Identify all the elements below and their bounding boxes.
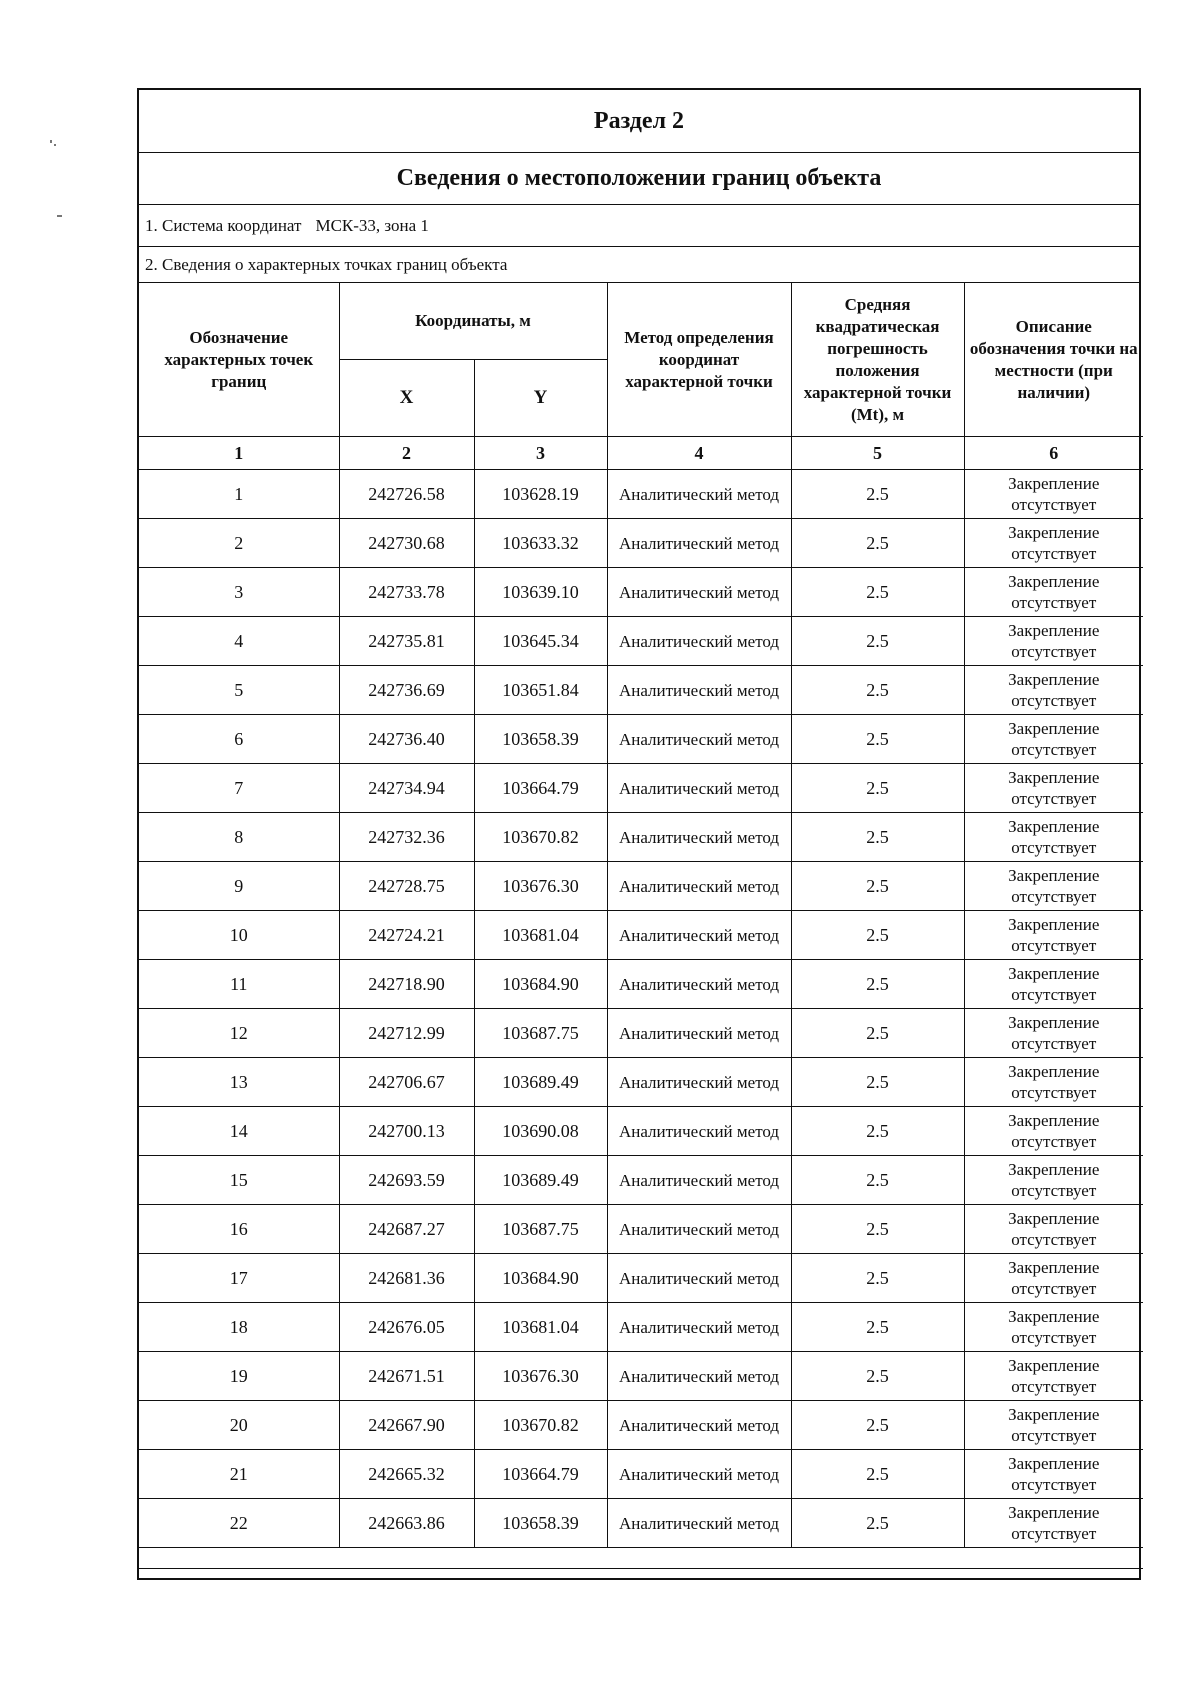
column-number: 5 bbox=[791, 437, 964, 470]
x-coordinate-cell: 242718.90 bbox=[339, 960, 474, 1009]
x-coordinate-cell: 242676.05 bbox=[339, 1303, 474, 1352]
x-coordinate-cell: 242736.69 bbox=[339, 666, 474, 715]
description-cell: Закрепление отсутствует bbox=[964, 1205, 1143, 1254]
point-number-cell: 14 bbox=[139, 1107, 339, 1156]
table-row bbox=[139, 764, 1143, 813]
x-coordinate-cell: 242732.36 bbox=[339, 813, 474, 862]
column-number: 2 bbox=[339, 437, 474, 470]
description-cell: Закрепление отсутствует bbox=[964, 1499, 1143, 1548]
table-row bbox=[139, 715, 1143, 764]
document-sheet bbox=[137, 88, 1141, 1580]
empty-cell bbox=[139, 1548, 1143, 1569]
point-number-cell: 19 bbox=[139, 1352, 339, 1401]
table-row bbox=[139, 519, 1143, 568]
point-number-cell: 12 bbox=[139, 1009, 339, 1058]
table-row bbox=[139, 1352, 1143, 1401]
y-coordinate-cell: 103639.10 bbox=[474, 568, 607, 617]
point-number-cell: 20 bbox=[139, 1401, 339, 1450]
error-cell: 2.5 bbox=[791, 568, 964, 617]
point-number-cell: 10 bbox=[139, 911, 339, 960]
column-number: 1 bbox=[139, 437, 339, 470]
description-cell: Закрепление отсутствует bbox=[964, 764, 1143, 813]
table-row bbox=[139, 568, 1143, 617]
description-cell: Закрепление отсутствует bbox=[964, 1450, 1143, 1499]
method-cell: Аналитический метод bbox=[607, 1205, 791, 1254]
header-error: Средняя квадратическая погрешность положения характерной точки (Mt), м bbox=[791, 283, 964, 437]
description-cell: Закрепление отсутствует bbox=[964, 1058, 1143, 1107]
method-cell: Аналитический метод bbox=[607, 666, 791, 715]
y-coordinate-cell: 103689.49 bbox=[474, 1058, 607, 1107]
error-cell: 2.5 bbox=[791, 470, 964, 519]
y-coordinate-cell: 103670.82 bbox=[474, 813, 607, 862]
point-number-cell: 1 bbox=[139, 470, 339, 519]
description-cell: Закрепление отсутствует bbox=[964, 911, 1143, 960]
column-number: 3 bbox=[474, 437, 607, 470]
header-x: X bbox=[339, 360, 474, 437]
point-number-cell: 11 bbox=[139, 960, 339, 1009]
method-cell: Аналитический метод bbox=[607, 1401, 791, 1450]
error-cell: 2.5 bbox=[791, 960, 964, 1009]
x-coordinate-cell: 242712.99 bbox=[339, 1009, 474, 1058]
error-cell: 2.5 bbox=[791, 764, 964, 813]
error-cell: 2.5 bbox=[791, 1205, 964, 1254]
point-number-cell: 9 bbox=[139, 862, 339, 911]
y-coordinate-cell: 103664.79 bbox=[474, 764, 607, 813]
x-coordinate-cell: 242724.21 bbox=[339, 911, 474, 960]
description-cell: Закрепление отсутствует bbox=[964, 715, 1143, 764]
table-row bbox=[139, 911, 1143, 960]
scan-speck bbox=[54, 144, 56, 146]
error-cell: 2.5 bbox=[791, 1156, 964, 1205]
point-number-cell: 8 bbox=[139, 813, 339, 862]
error-cell: 2.5 bbox=[791, 813, 964, 862]
description-cell: Закрепление отсутствует bbox=[964, 568, 1143, 617]
error-cell: 2.5 bbox=[791, 666, 964, 715]
method-cell: Аналитический метод bbox=[607, 1107, 791, 1156]
header-designation: Обозначение характерных точек границ bbox=[139, 283, 339, 437]
point-number-cell: 17 bbox=[139, 1254, 339, 1303]
table-row bbox=[139, 1156, 1143, 1205]
method-cell: Аналитический метод bbox=[607, 617, 791, 666]
table-row bbox=[139, 1254, 1143, 1303]
description-cell: Закрепление отсутствует bbox=[964, 617, 1143, 666]
table-row bbox=[139, 666, 1143, 715]
point-number-cell: 4 bbox=[139, 617, 339, 666]
coordinate-system-line bbox=[139, 205, 1139, 247]
method-cell: Аналитический метод bbox=[607, 715, 791, 764]
scan-speck bbox=[57, 215, 62, 217]
method-cell: Аналитический метод bbox=[607, 519, 791, 568]
column-number-row bbox=[139, 437, 1143, 470]
method-cell: Аналитический метод bbox=[607, 1058, 791, 1107]
section-title: Раздел 2 bbox=[139, 90, 1139, 153]
y-coordinate-cell: 103658.39 bbox=[474, 1499, 607, 1548]
point-number-cell: 6 bbox=[139, 715, 339, 764]
x-coordinate-cell: 242734.94 bbox=[339, 764, 474, 813]
header-y: Y bbox=[474, 360, 607, 437]
description-cell: Закрепление отсутствует bbox=[964, 1107, 1143, 1156]
x-coordinate-cell: 242706.67 bbox=[339, 1058, 474, 1107]
x-coordinate-cell: 242667.90 bbox=[339, 1401, 474, 1450]
x-coordinate-cell: 242730.68 bbox=[339, 519, 474, 568]
x-coordinate-cell: 242665.32 bbox=[339, 1450, 474, 1499]
x-coordinate-cell: 242681.36 bbox=[339, 1254, 474, 1303]
scan-speck bbox=[50, 140, 52, 143]
x-coordinate-cell: 242663.86 bbox=[339, 1499, 474, 1548]
method-cell: Аналитический метод bbox=[607, 911, 791, 960]
y-coordinate-cell: 103633.32 bbox=[474, 519, 607, 568]
y-coordinate-cell: 103676.30 bbox=[474, 1352, 607, 1401]
point-number-cell: 2 bbox=[139, 519, 339, 568]
error-cell: 2.5 bbox=[791, 1303, 964, 1352]
y-coordinate-cell: 103690.08 bbox=[474, 1107, 607, 1156]
column-number: 4 bbox=[607, 437, 791, 470]
table-row bbox=[139, 1499, 1143, 1548]
description-cell: Закрепление отсутствует bbox=[964, 1254, 1143, 1303]
y-coordinate-cell: 103681.04 bbox=[474, 911, 607, 960]
point-number-cell: 15 bbox=[139, 1156, 339, 1205]
method-cell: Аналитический метод bbox=[607, 1156, 791, 1205]
x-coordinate-cell: 242671.51 bbox=[339, 1352, 474, 1401]
y-coordinate-cell: 103651.84 bbox=[474, 666, 607, 715]
x-coordinate-cell: 242728.75 bbox=[339, 862, 474, 911]
coordinate-system-value: МСК-33, зона 1 bbox=[315, 215, 429, 235]
y-coordinate-cell: 103658.39 bbox=[474, 715, 607, 764]
table-row bbox=[139, 862, 1143, 911]
section-subtitle: Сведения о местоположении границ объекта bbox=[139, 153, 1139, 205]
x-coordinate-cell: 242693.59 bbox=[339, 1156, 474, 1205]
header-method: Метод определения координат характерной точки bbox=[607, 283, 791, 437]
header-description: Описание обозначения точки на местности (при наличии) bbox=[964, 283, 1143, 437]
method-cell: Аналитический метод bbox=[607, 470, 791, 519]
method-cell: Аналитический метод bbox=[607, 1499, 791, 1548]
y-coordinate-cell: 103689.49 bbox=[474, 1156, 607, 1205]
error-cell: 2.5 bbox=[791, 1058, 964, 1107]
error-cell: 2.5 bbox=[791, 617, 964, 666]
y-coordinate-cell: 103684.90 bbox=[474, 1254, 607, 1303]
point-number-cell: 21 bbox=[139, 1450, 339, 1499]
description-cell: Закрепление отсутствует bbox=[964, 470, 1143, 519]
x-coordinate-cell: 242736.40 bbox=[339, 715, 474, 764]
y-coordinate-cell: 103681.04 bbox=[474, 1303, 607, 1352]
method-cell: Аналитический метод bbox=[607, 764, 791, 813]
error-cell: 2.5 bbox=[791, 1254, 964, 1303]
error-cell: 2.5 bbox=[791, 862, 964, 911]
description-cell: Закрепление отсутствует bbox=[964, 960, 1143, 1009]
table-row bbox=[139, 617, 1143, 666]
table-row bbox=[139, 1107, 1143, 1156]
y-coordinate-cell: 103687.75 bbox=[474, 1009, 607, 1058]
description-cell: Закрепление отсутствует bbox=[964, 1401, 1143, 1450]
description-cell: Закрепление отсутствует bbox=[964, 1009, 1143, 1058]
empty-row bbox=[139, 1548, 1143, 1569]
table-row bbox=[139, 1009, 1143, 1058]
header-row bbox=[139, 283, 1143, 360]
method-cell: Аналитический метод bbox=[607, 1450, 791, 1499]
error-cell: 2.5 bbox=[791, 1107, 964, 1156]
point-number-cell: 22 bbox=[139, 1499, 339, 1548]
y-coordinate-cell: 103687.75 bbox=[474, 1205, 607, 1254]
method-cell: Аналитический метод bbox=[607, 1009, 791, 1058]
description-cell: Закрепление отсутствует bbox=[964, 862, 1143, 911]
table-row bbox=[139, 470, 1143, 519]
description-cell: Закрепление отсутствует bbox=[964, 1303, 1143, 1352]
coordinate-system-label: 1. Система координат bbox=[145, 215, 302, 235]
y-coordinate-cell: 103645.34 bbox=[474, 617, 607, 666]
description-cell: Закрепление отсутствует bbox=[964, 666, 1143, 715]
method-cell: Аналитический метод bbox=[607, 1303, 791, 1352]
description-cell: Закрепление отсутствует bbox=[964, 1352, 1143, 1401]
description-cell: Закрепление отсутствует bbox=[964, 1156, 1143, 1205]
column-number: 6 bbox=[964, 437, 1143, 470]
point-number-cell: 18 bbox=[139, 1303, 339, 1352]
method-cell: Аналитический метод bbox=[607, 862, 791, 911]
points-heading: 2. Сведения о характерных точках границ объекта bbox=[139, 247, 1139, 283]
table-row bbox=[139, 960, 1143, 1009]
y-coordinate-cell: 103664.79 bbox=[474, 1450, 607, 1499]
x-coordinate-cell: 242735.81 bbox=[339, 617, 474, 666]
method-cell: Аналитический метод bbox=[607, 1352, 791, 1401]
point-number-cell: 13 bbox=[139, 1058, 339, 1107]
error-cell: 2.5 bbox=[791, 1009, 964, 1058]
error-cell: 2.5 bbox=[791, 1499, 964, 1548]
point-number-cell: 16 bbox=[139, 1205, 339, 1254]
table-row bbox=[139, 1205, 1143, 1254]
y-coordinate-cell: 103628.19 bbox=[474, 470, 607, 519]
point-number-cell: 5 bbox=[139, 666, 339, 715]
error-cell: 2.5 bbox=[791, 715, 964, 764]
error-cell: 2.5 bbox=[791, 911, 964, 960]
x-coordinate-cell: 242700.13 bbox=[339, 1107, 474, 1156]
points-table bbox=[139, 283, 1143, 1569]
description-cell: Закрепление отсутствует bbox=[964, 813, 1143, 862]
y-coordinate-cell: 103670.82 bbox=[474, 1401, 607, 1450]
error-cell: 2.5 bbox=[791, 1401, 964, 1450]
description-cell: Закрепление отсутствует bbox=[964, 519, 1143, 568]
method-cell: Аналитический метод bbox=[607, 960, 791, 1009]
x-coordinate-cell: 242687.27 bbox=[339, 1205, 474, 1254]
error-cell: 2.5 bbox=[791, 1450, 964, 1499]
method-cell: Аналитический метод bbox=[607, 813, 791, 862]
table-row bbox=[139, 813, 1143, 862]
table-row bbox=[139, 1303, 1143, 1352]
header-coordinates: Координаты, м bbox=[339, 283, 607, 360]
point-number-cell: 3 bbox=[139, 568, 339, 617]
table-row bbox=[139, 1401, 1143, 1450]
y-coordinate-cell: 103684.90 bbox=[474, 960, 607, 1009]
table-row bbox=[139, 1058, 1143, 1107]
x-coordinate-cell: 242726.58 bbox=[339, 470, 474, 519]
error-cell: 2.5 bbox=[791, 519, 964, 568]
method-cell: Аналитический метод bbox=[607, 1254, 791, 1303]
error-cell: 2.5 bbox=[791, 1352, 964, 1401]
point-number-cell: 7 bbox=[139, 764, 339, 813]
table-row bbox=[139, 1450, 1143, 1499]
method-cell: Аналитический метод bbox=[607, 568, 791, 617]
y-coordinate-cell: 103676.30 bbox=[474, 862, 607, 911]
x-coordinate-cell: 242733.78 bbox=[339, 568, 474, 617]
